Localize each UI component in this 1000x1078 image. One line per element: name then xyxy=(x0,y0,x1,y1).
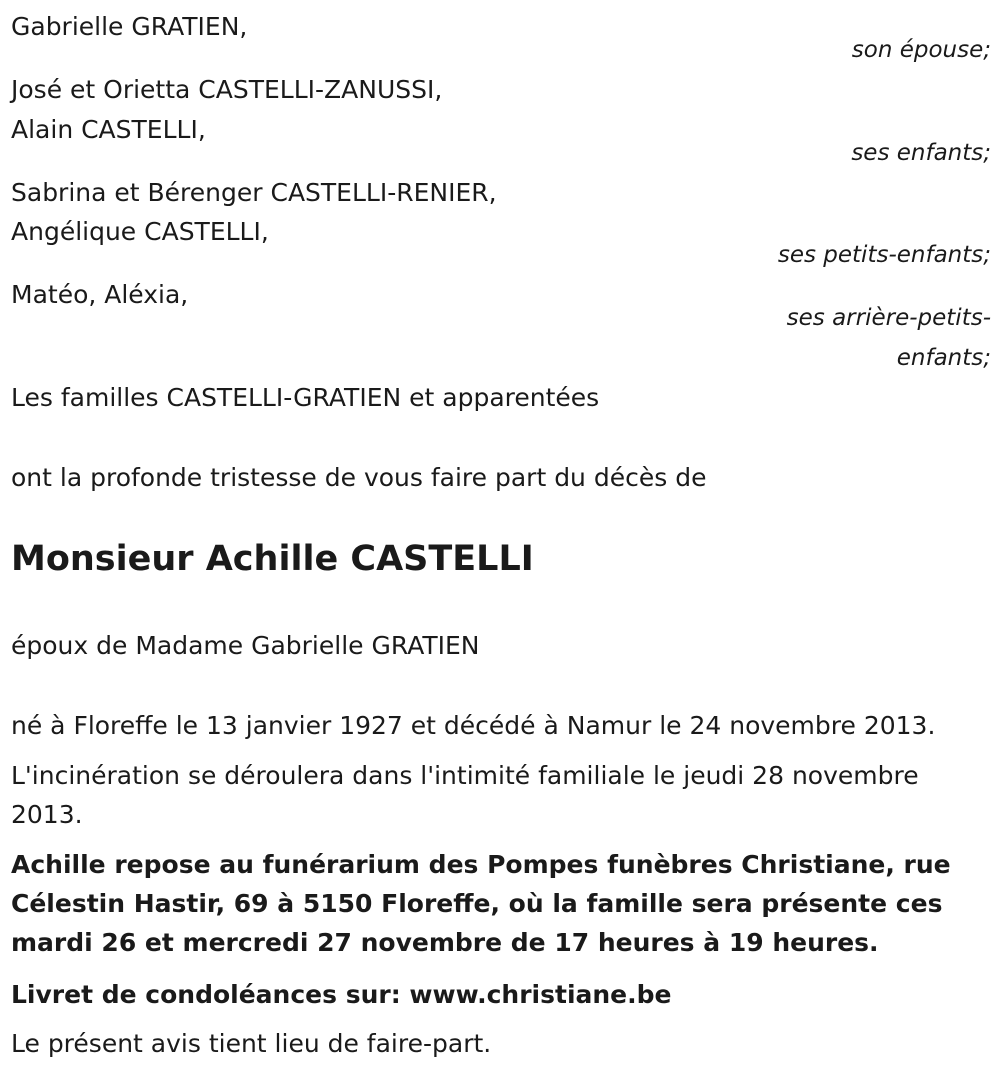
spouse-of-line: époux de Madame Gabrielle GRATIEN xyxy=(11,631,480,660)
child-name: Alain CASTELLI, xyxy=(11,115,206,144)
great-grandchildren-names: Matéo, Aléxia, xyxy=(11,280,189,309)
grandchild-name: Angélique CASTELLI, xyxy=(11,217,269,246)
notice-line: Le présent avis tient lieu de faire-part. xyxy=(11,1029,492,1058)
birth-death-line: né à Floreffe le 13 janvier 1927 et décédé à Namur le 24 novembre 2013. xyxy=(11,711,936,740)
great-grandchildren-relation-line2: enfants; xyxy=(896,345,991,371)
child-name: José et Orietta CASTELLI-ZANUSSI, xyxy=(11,75,443,104)
funerarium-paragraph: Achille repose au funérarium des Pompes funèbres Christiane, rue Célestin Hastir, 69 à 5150 Floreffe, où la famille sera présente ces mardi 26 et mercredi 27 novembre de 17 heures à 19 heures. xyxy=(11,850,951,957)
children-relation: ses enfants; xyxy=(851,140,991,166)
grandchildren-relation: ses petits-enfants; xyxy=(777,242,991,268)
spouse-name: Gabrielle GRATIEN, xyxy=(11,12,248,41)
condolences-line: Livret de condoléances sur: www.christiane.be xyxy=(11,980,672,1009)
great-grandchildren-relation-line1: ses arrière-petits- xyxy=(786,305,991,331)
announcement-text: ont la profonde tristesse de vous faire part du décès de xyxy=(11,463,707,492)
spouse-relation: son épouse; xyxy=(851,37,991,63)
grandchild-name: Sabrina et Bérenger CASTELLI-RENIER, xyxy=(11,178,497,207)
deceased-name: Monsieur Achille CASTELLI xyxy=(11,539,534,579)
cremation-paragraph: L'incinération se déroulera dans l'intimité familiale le jeudi 28 novembre 2013. xyxy=(11,761,919,829)
extended-families: Les familles CASTELLI-GRATIEN et apparentées xyxy=(11,383,600,412)
